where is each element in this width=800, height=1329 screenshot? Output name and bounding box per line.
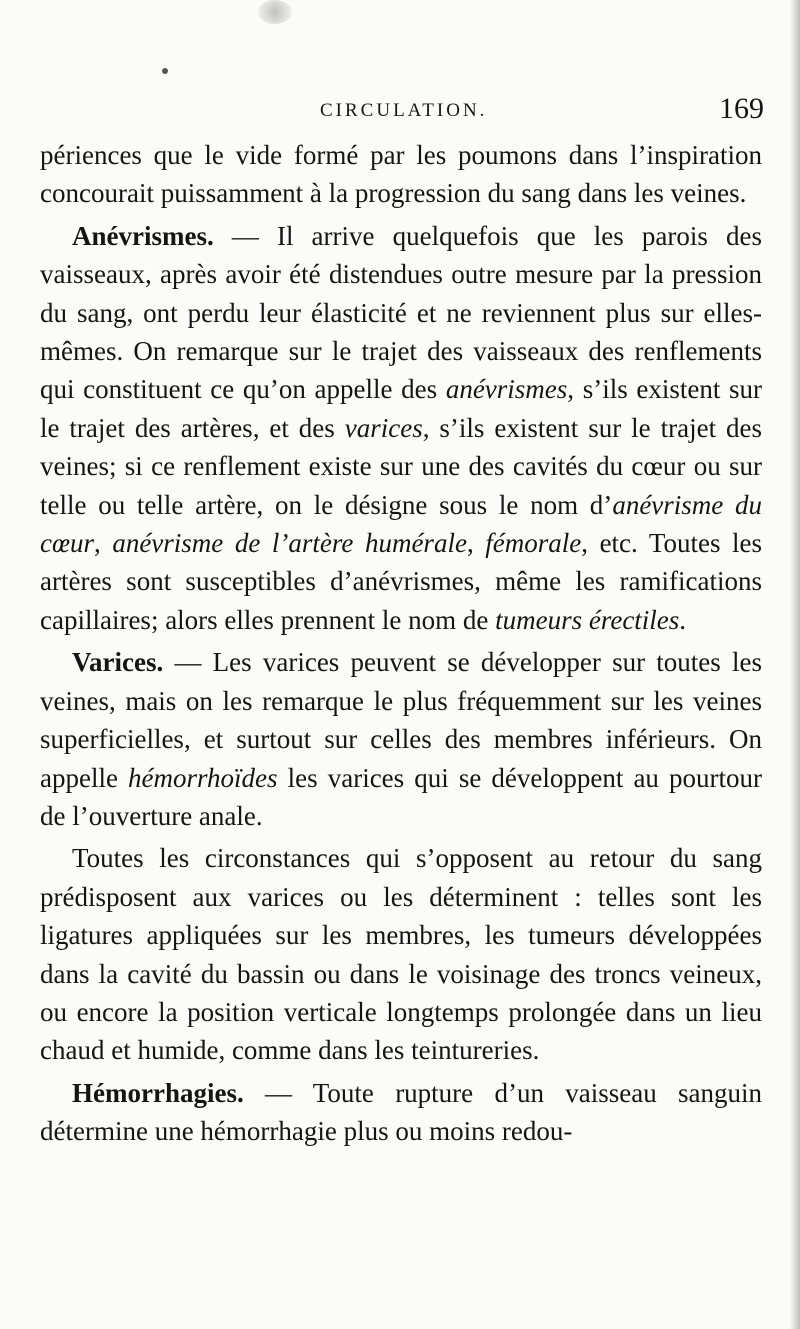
text-run: — Les varices peuvent se développer sur toutes les veines, mais on les remarque le plus fréquemment sur les veines superficielles, et surtout sur celles des membres inférieurs. On appelle (40, 647, 762, 793)
page-header (0, 92, 800, 130)
paragraph-varices (40, 643, 762, 835)
paragraph-continuation (40, 136, 762, 213)
italic-term: varices (344, 412, 423, 443)
page-edge-shadow (790, 0, 800, 1329)
text-run: . (679, 604, 687, 635)
text-run: , etc. Toutes les artères sont susceptibles d’anévrismes, même les ramifications capillaires; alors elles prennent le nom de (40, 528, 763, 635)
body-text (40, 136, 762, 1151)
text-run: périences que le vide formé par les poumons dans l’inspiration concourait puissamment à la progression du sang dans les veines. (40, 140, 762, 209)
ink-dot (162, 68, 168, 74)
text-run: — Il arrive quelquefois que les parois des vaisseaux, après avoir été distendues outre mesure par la pression du sang, ont perdu leur élasticité et ne reviennent plus sur elles-mêmes. On remarque sur le trajet des vaisseaux des renflements qui constituent ce qu’on appelle des (40, 220, 762, 405)
text-run: , s’ils existent sur le trajet des artères, et des (40, 374, 762, 443)
text-run: — Toute rupture d’un vaisseau sanguin détermine une hémorrhagie plus ou moins redou- (40, 1077, 762, 1147)
ink-smudge (258, 0, 292, 24)
text-run: les varices qui se développent au pourtour de l’ouverture anale. (40, 762, 762, 831)
text-run: Toutes les circonstances qui s’opposent au retour du sang prédisposent aux varices ou les déterminent : telles sont les ligatures appliquées sur les membres, les tumeurs développées dans la cavité du bassin ou dans le voisinage des troncs veineux, ou encore la position verticale longtemps prolongée dans un lieu chaud et humide, comme dans les teintureries. (40, 843, 762, 1066)
section-heading-anevrismes: Anévrismes. (72, 220, 214, 251)
section-heading-varices: Varices. (72, 647, 164, 678)
text-run: , s’ils existent sur le trajet des veines; si ce renflement existe sur une des cavités du cœur ou sur telle ou telle artère, on le désigne sous le nom d’ (40, 412, 762, 520)
text-run: , (94, 528, 113, 559)
italic-term: fémorale (485, 528, 582, 559)
italic-term: hémorrhoïdes (128, 762, 278, 793)
italic-term: anévrisme du cœur (40, 489, 763, 559)
page-number: 169 (719, 92, 764, 125)
running-title: CIRCULATION. (320, 100, 488, 121)
italic-term: anévrismes (445, 374, 568, 405)
text-run: , (466, 528, 486, 559)
section-heading-hemorrhagies: Hémorrhagies. (72, 1077, 244, 1108)
italic-term: tumeurs érectiles (495, 604, 680, 635)
italic-term: anévrisme de l’artère humérale (112, 528, 467, 559)
paragraph-anevrismes (40, 217, 762, 639)
paragraph-circonstances (40, 839, 762, 1069)
paragraph-hemorrhagies (40, 1074, 762, 1151)
